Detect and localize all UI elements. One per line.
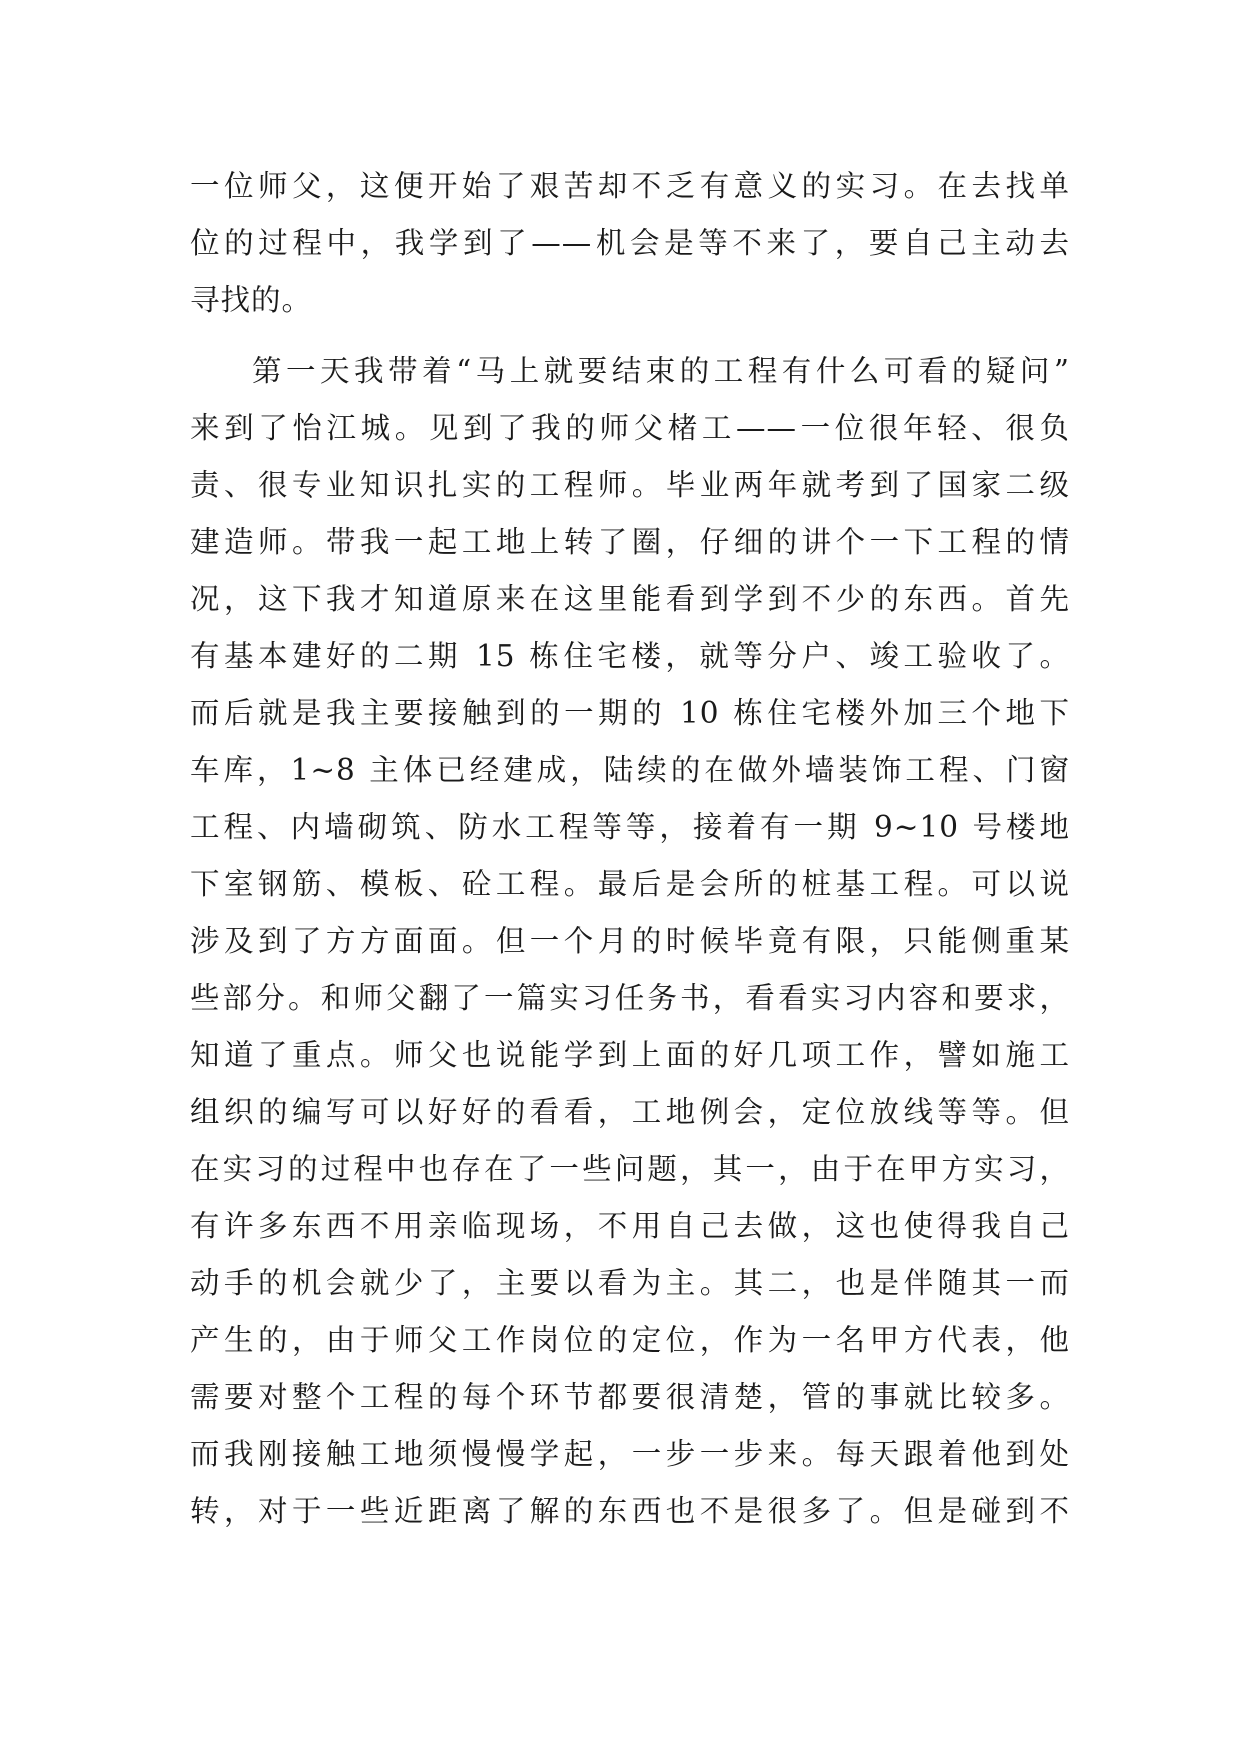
text-line: 涉及到了方方面面。但一个月的时候毕竟有限，只能侧重某 [190, 924, 1070, 958]
text-line: 而我刚接触工地须慢慢学起，一步一步来。每天跟着他到处 [190, 1437, 1070, 1471]
text-line: 寻找的。 [190, 283, 313, 317]
text-line: 有许多东西不用亲临现场，不用自己去做，这也使得我自己 [190, 1209, 1070, 1243]
paragraph-spacer [190, 329, 1070, 343]
text-line: 有基本建好的二期 15 栋住宅楼，就等分户、竣工验收了。 [190, 639, 1070, 673]
text-line: 产生的，由于师父工作岗位的定位，作为一名甲方代表，他 [190, 1323, 1070, 1357]
text-line: 转，对于一些近距离了解的东西也不是很多了。但是碰到不 [190, 1494, 1070, 1528]
body-text [190, 158, 1070, 1540]
text-line: 责、很专业知识扎实的工程师。毕业两年就考到了国家二级 [190, 468, 1070, 502]
text-line: 一位师父，这便开始了艰苦却不乏有意义的实习。在去找单 [190, 169, 1070, 203]
text-line: 建造师。带我一起工地上转了圈，仔细的讲个一下工程的情 [190, 525, 1070, 559]
paragraph-1 [190, 158, 1070, 329]
text-line: 位的过程中，我学到了——机会是等不来了，要自己主动去 [190, 226, 1070, 260]
text-line: 第一天我带着“马上就要结束的工程有什么可看的疑问” [252, 354, 1070, 388]
text-line: 下室钢筋、模板、砼工程。最后是会所的桩基工程。可以说 [190, 867, 1070, 901]
text-line: 知道了重点。师父也说能学到上面的好几项工作，譬如施工 [190, 1038, 1070, 1072]
text-line: 些部分。和师父翻了一篇实习任务书，看看实习内容和要求， [190, 981, 1070, 1015]
text-line: 动手的机会就少了，主要以看为主。其二，也是伴随其一而 [190, 1266, 1070, 1300]
text-line: 而后就是我主要接触到的一期的 10 栋住宅楼外加三个地下 [190, 696, 1070, 730]
text-line: 车库，1~8 主体已经建成，陆续的在做外墙装饰工程、门窗 [190, 753, 1070, 787]
text-line: 工程、内墙砌筑、防水工程等等，接着有一期 9~10 号楼地 [190, 810, 1070, 844]
text-line: 需要对整个工程的每个环节都要很清楚，管的事就比较多。 [190, 1380, 1070, 1414]
text-line: 来到了怡江城。见到了我的师父楮工——一位很年轻、很负 [190, 411, 1070, 445]
text-line: 在实习的过程中也存在了一些问题，其一，由于在甲方实习， [190, 1152, 1070, 1186]
paragraph-2 [190, 343, 1070, 1540]
text-line: 况，这下我才知道原来在这里能看到学到不少的东西。首先 [190, 582, 1070, 616]
text-line: 组织的编写可以好好的看看，工地例会，定位放线等等。但 [190, 1095, 1070, 1129]
